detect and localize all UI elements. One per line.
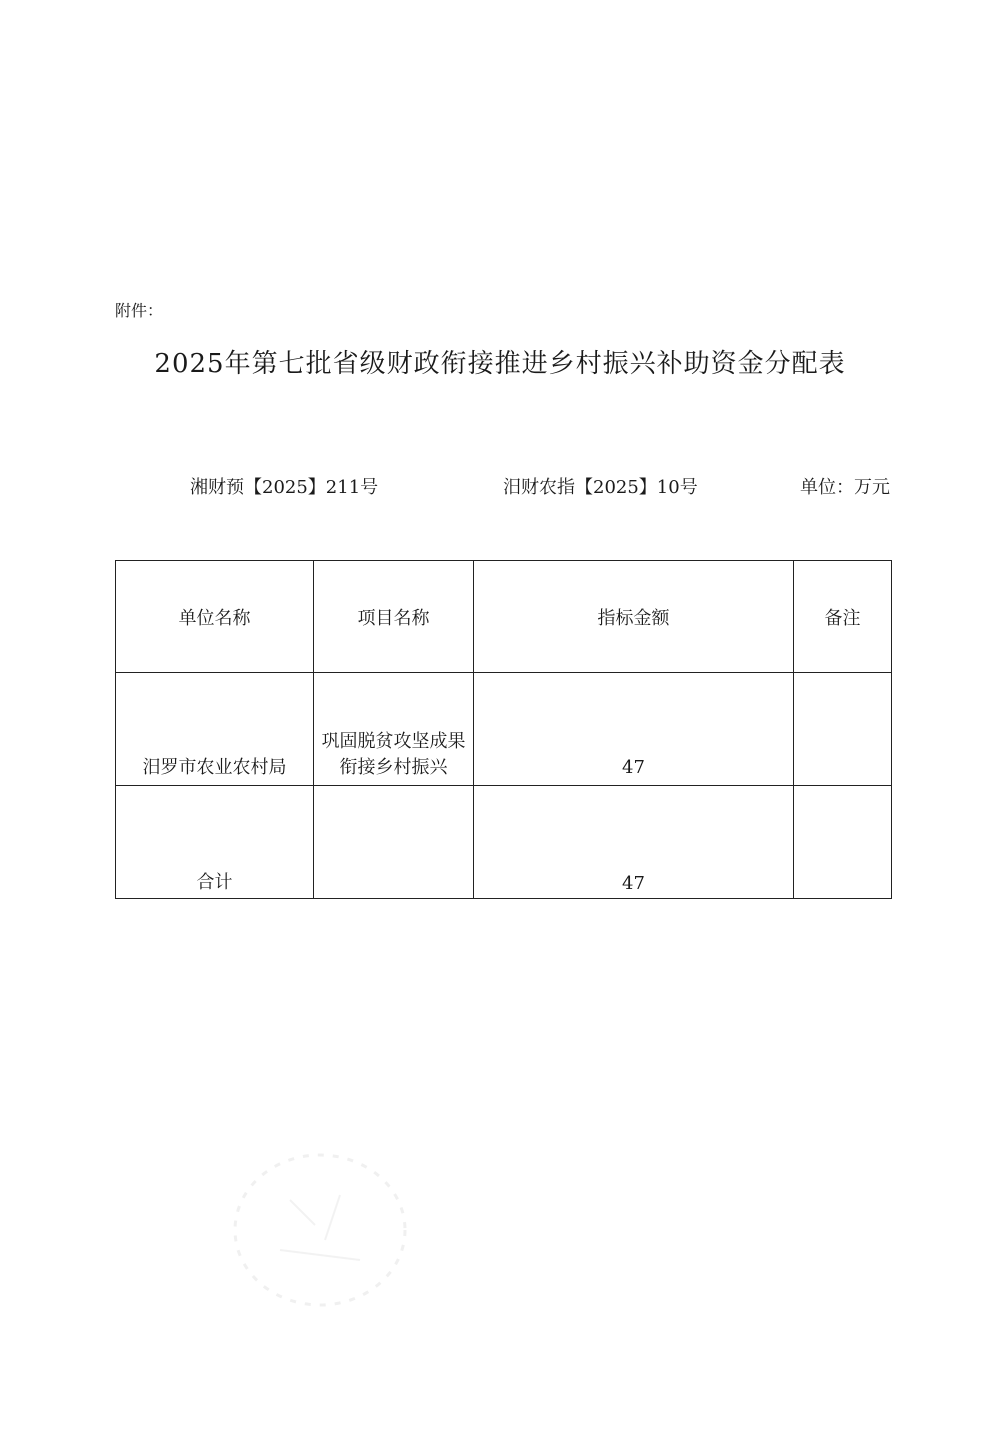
total-amount: 47	[474, 786, 794, 899]
header-remark: 备注	[794, 561, 892, 673]
attachment-label: 附件：	[115, 301, 164, 320]
document-title: 2025年第七批省级财政衔接推进乡村振兴补助资金分配表	[154, 349, 846, 379]
header-unit-name: 单位名称	[116, 561, 314, 673]
total-project	[314, 786, 474, 899]
unit-note: 单位：万元	[800, 477, 890, 498]
cell-project-text: 巩固脱贫攻坚成果衔接乡村振兴	[321, 731, 466, 778]
header-project-name: 项目名称	[314, 561, 474, 673]
allocation-table	[115, 560, 892, 899]
doc-number-city: 汨财农指【2025】10号	[503, 477, 698, 498]
total-label: 合计	[116, 786, 314, 899]
header-amount: 指标金额	[474, 561, 794, 673]
total-remark	[794, 786, 892, 899]
table-header-row	[116, 561, 892, 673]
doc-number-provincial: 湘财预【2025】211号	[190, 477, 379, 498]
cell-unit: 汨罗市农业农村局	[116, 673, 314, 786]
table-total-row	[116, 786, 892, 899]
cell-remark	[794, 673, 892, 786]
cell-amount: 47	[474, 673, 794, 786]
table-row	[116, 673, 892, 786]
cell-project	[314, 673, 474, 786]
faded-seal-stamp	[220, 1140, 420, 1320]
